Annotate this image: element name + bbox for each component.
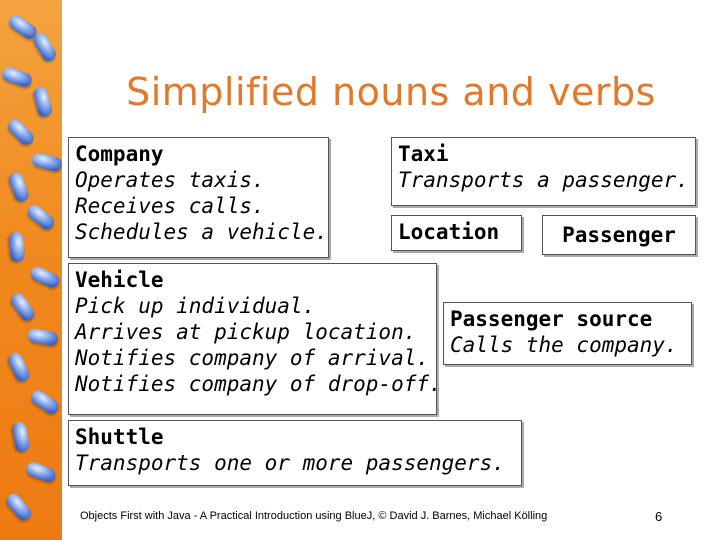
taxi-heading: Taxi bbox=[398, 142, 449, 166]
vehicle-verb: Notifies company of drop-off. bbox=[75, 372, 442, 396]
capsule-icon bbox=[5, 116, 36, 147]
shuttle-verb: Transports one or more passengers. bbox=[75, 451, 505, 475]
vehicle-box bbox=[68, 263, 442, 415]
company-box bbox=[68, 137, 329, 258]
capsule-icon bbox=[9, 231, 26, 262]
slide-footer: Objects First with Java - A Practical Introduction using BlueJ, © David J. Barnes, Michael Kölling bbox=[80, 510, 548, 522]
passenger-box bbox=[542, 215, 696, 255]
capsule-icon bbox=[1, 65, 34, 88]
location-heading: Location bbox=[398, 220, 500, 244]
capsule-icon bbox=[28, 264, 61, 289]
capsule-icon bbox=[29, 388, 62, 417]
slide-title: Simplified nouns and verbs bbox=[126, 70, 656, 114]
capsule-icon bbox=[7, 171, 30, 204]
shuttle-box bbox=[68, 420, 522, 486]
company-verb: Schedules a vehicle. bbox=[75, 220, 328, 244]
passenger-source-verb: Calls the company. bbox=[450, 333, 678, 357]
capsule-icon bbox=[31, 151, 62, 172]
capsule-icon bbox=[25, 460, 58, 483]
capsule-icon bbox=[9, 291, 38, 324]
taxi-box bbox=[391, 137, 696, 206]
location-box bbox=[391, 215, 522, 251]
capsule-icon bbox=[6, 350, 31, 383]
vehicle-heading: Vehicle bbox=[75, 268, 164, 292]
company-heading: Company bbox=[75, 142, 164, 166]
page-number: 6 bbox=[655, 509, 663, 524]
capsule-icon bbox=[31, 31, 58, 64]
passenger-heading: Passenger bbox=[562, 223, 676, 247]
vehicle-verb: Pick up individual. bbox=[75, 294, 316, 318]
passenger-source-box bbox=[443, 302, 692, 365]
capsule-icon bbox=[12, 421, 31, 453]
side-band-decoration bbox=[0, 0, 62, 540]
company-verb: Receives calls. bbox=[75, 194, 265, 218]
capsule-icon bbox=[27, 328, 59, 347]
capsule-icon bbox=[4, 491, 34, 523]
company-verb: Operates taxis. bbox=[75, 168, 265, 192]
vehicle-verb: Arrives at pickup location. bbox=[75, 320, 417, 344]
passenger-source-heading: Passenger source bbox=[450, 307, 653, 331]
shuttle-heading: Shuttle bbox=[75, 425, 164, 449]
capsule-icon bbox=[25, 202, 57, 232]
capsule-icon bbox=[32, 86, 53, 119]
vehicle-verb: Notifies company of arrival. bbox=[75, 346, 430, 370]
taxi-verb: Transports a passenger. bbox=[398, 168, 689, 192]
